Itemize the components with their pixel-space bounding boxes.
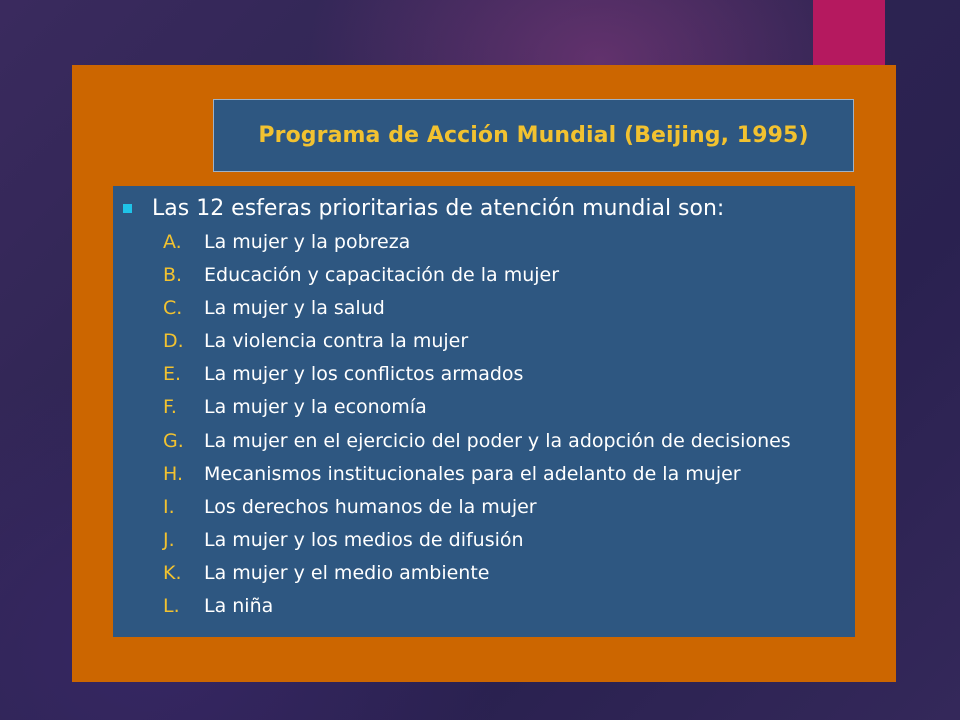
list-item-text: La mujer y la pobreza (204, 231, 411, 253)
accent-bar (813, 0, 885, 66)
list-marker: C. (163, 297, 183, 320)
list-marker: B. (163, 264, 183, 287)
list-item-text: Mecanismos institucionales para el adelanto de la mujer (204, 462, 741, 485)
list-marker: I. (163, 495, 175, 518)
list-item-text: Educación y capacitación de la mujer (204, 264, 560, 287)
list-marker: K. (163, 561, 182, 584)
list-item (163, 330, 791, 363)
square-bullet-icon (123, 204, 132, 213)
priority-list (163, 231, 791, 628)
intro-text: Las 12 esferas prioritarias de atención mundial son: (152, 196, 725, 221)
list-item (163, 396, 791, 429)
intro-bullet (123, 196, 724, 221)
list-marker: A. (163, 231, 182, 253)
list-item-text: La mujer y el medio ambiente (204, 561, 490, 584)
list-item (163, 297, 791, 330)
list-item (163, 430, 791, 463)
list-item (163, 595, 791, 628)
list-item-text: La mujer y los medios de difusión (204, 528, 524, 551)
list-marker: D. (163, 330, 184, 353)
list-item-text: La mujer y la salud (204, 297, 385, 320)
list-item (163, 529, 791, 562)
list-item (163, 463, 791, 496)
list-marker: E. (163, 363, 182, 386)
list-marker: H. (163, 462, 183, 485)
list-item-text: La mujer y los conflictos armados (204, 363, 524, 386)
list-marker: F. (163, 396, 177, 419)
title-box (213, 99, 854, 172)
list-item (163, 496, 791, 529)
list-item-text: La mujer en el ejercicio del poder y la adopción de decisiones (204, 429, 791, 452)
list-marker: L. (163, 595, 180, 618)
list-item-text: La niña (204, 595, 274, 618)
list-item (163, 264, 791, 297)
list-item (163, 231, 791, 264)
slide-title: Programa de Acción Mundial (Beijing, 1995) (258, 123, 809, 148)
list-marker: G. (163, 429, 184, 452)
list-item (163, 562, 791, 595)
list-item-text: La violencia contra la mujer (204, 330, 469, 353)
list-item-text: La mujer y la economía (204, 396, 427, 419)
list-item-text: Los derechos humanos de la mujer (204, 495, 537, 518)
list-item (163, 363, 791, 396)
list-marker: J. (163, 528, 175, 551)
content-panel (113, 186, 855, 637)
